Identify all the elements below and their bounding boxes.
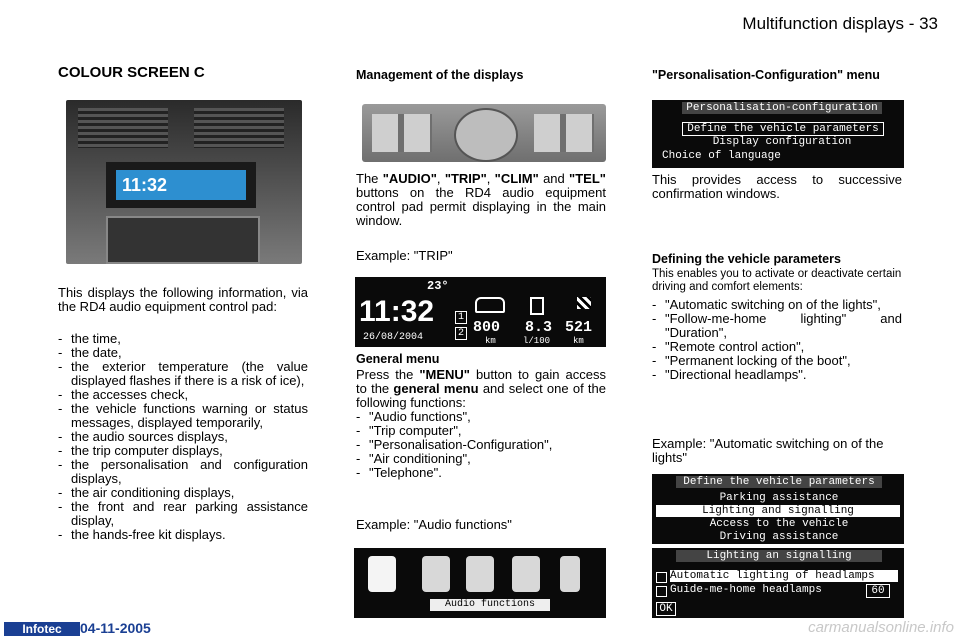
management-heading: Management of the displays	[356, 68, 524, 82]
section-title: COLOUR SCREEN C	[58, 64, 205, 81]
general-menu-heading: General menu	[356, 352, 440, 366]
settings-icon	[466, 556, 494, 592]
list-item: - the vehicle functions warning or status messages, displayed temporarily,	[58, 402, 308, 430]
duration-value: 60	[866, 584, 890, 598]
climate-icon	[512, 556, 540, 592]
list-item: - "Telephone".	[356, 466, 606, 480]
list-item: - the exterior temperature (the value displayed flashes if there is a risk of ice),	[58, 360, 308, 388]
rd4-control-pad-photo	[362, 104, 606, 162]
personalisation-screen	[652, 100, 904, 168]
screen-row: Choice of language	[662, 150, 781, 162]
trip-screen	[355, 277, 606, 347]
list-item: - "Audio functions",	[356, 410, 606, 424]
pad-buttons-right	[534, 114, 594, 152]
screen-row: Parking assistance	[719, 492, 839, 504]
photo-lcd: 11:32	[116, 170, 246, 200]
list-item: - the air conditioning displays,	[58, 486, 308, 500]
screen-bezel	[106, 162, 256, 208]
vehicle-parameters-screen	[652, 474, 904, 544]
general-menu-list	[356, 410, 606, 480]
car-icon	[475, 297, 505, 313]
infotec-badge: Infotec	[4, 622, 80, 636]
screen-row-selected: Define the vehicle parameters	[682, 122, 884, 136]
navigation-dial-icon	[454, 108, 518, 162]
list-item: - "Air conditioning",	[356, 452, 606, 466]
phone-icon	[560, 556, 580, 592]
list-item: - the accesses check,	[58, 388, 308, 402]
screen-row: Driving assistance	[719, 531, 839, 543]
screen-title: Personalisation-configuration	[682, 102, 882, 114]
temp-readout: 23°	[427, 279, 449, 293]
vent-left	[78, 108, 168, 148]
list-item: - "Remote control action",	[652, 340, 902, 354]
personalisation-description: This provides access to successive confirmation windows.	[652, 172, 902, 201]
personalisation-heading: "Personalisation-Configuration" menu	[652, 68, 880, 82]
defining-list	[652, 298, 902, 382]
example-audio-label: Example: "Audio functions"	[356, 517, 512, 532]
vent-right	[194, 108, 284, 148]
list-item: - "Follow-me-home lighting" and "Duration",	[652, 312, 902, 340]
trip-indicator-2: 2	[455, 327, 467, 340]
trip-value-3: 521	[565, 319, 593, 336]
date-readout: 26/08/2004	[363, 332, 424, 343]
storage-box	[106, 216, 260, 264]
fuel-icon	[530, 297, 544, 315]
left-feature-list	[58, 332, 308, 542]
trip-unit-3: km	[573, 336, 584, 346]
defining-heading: Defining the vehicle parameters	[652, 252, 841, 266]
screen-row: Access to the vehicle	[709, 518, 849, 530]
list-item: - the personalisation and configuration displays,	[58, 458, 308, 486]
defining-intro: This enables you to activate or deactivate certain driving and comfort elements:	[652, 268, 902, 293]
list-item: - "Directional headlamps".	[652, 368, 902, 382]
flag-icon	[577, 297, 591, 309]
screen-row-selected: Automatic lighting of headlamps	[670, 570, 898, 582]
screen-row-selected: Lighting and signalling	[656, 505, 900, 517]
list-item: - the hands-free kit displays.	[58, 528, 308, 542]
trip-unit-1: km	[485, 336, 496, 346]
checkbox-icon	[656, 586, 667, 597]
screen-row: Guide-me-home headlamps	[670, 584, 822, 596]
list-item: - "Automatic switching on of the lights",	[652, 298, 902, 312]
screen-row: Display configuration	[712, 136, 852, 148]
footer-date: 04-11-2005	[80, 620, 151, 636]
audio-icon	[368, 556, 396, 592]
general-menu-paragraph: Press the "MENU" button to gain access to the general menu and select one of the following functions:	[356, 367, 607, 410]
screen-title: Lighting an signalling	[676, 550, 882, 562]
list-item: - "Permanent locking of the boot",	[652, 354, 902, 368]
list-item: - "Trip computer",	[356, 424, 606, 438]
pad-buttons-left	[372, 114, 432, 152]
trip-value-1: 800	[473, 319, 501, 336]
page-header: Multifunction displays - 33	[742, 14, 938, 33]
audio-functions-label: Audio functions	[430, 599, 550, 611]
list-item: - the audio sources displays,	[58, 430, 308, 444]
example-auto-label: Example: "Automatic switching on of the lights"	[652, 436, 884, 465]
list-item: - the front and rear parking assistance display,	[58, 500, 308, 528]
list-item: - "Personalisation-Configuration",	[356, 438, 606, 452]
trip-unit-2: l/100	[523, 336, 551, 346]
dashboard-photo	[66, 100, 302, 264]
left-intro: This displays the following information, via the RD4 audio equipment control pad:	[58, 285, 308, 314]
lighting-screen	[652, 548, 904, 618]
example-trip-label: Example: "TRIP"	[356, 248, 453, 263]
trip-value-2: 8.3	[525, 319, 553, 336]
checkbox-icon	[656, 572, 667, 583]
audio-screen	[354, 548, 606, 618]
watermark: carmanualsonline.info	[808, 619, 954, 636]
list-item: - the time,	[58, 332, 308, 346]
fuel-pump-icon	[422, 556, 450, 592]
ok-button: OK	[656, 602, 676, 616]
list-item: - the date,	[58, 346, 308, 360]
screen-title: Define the vehicle parameters	[676, 476, 882, 488]
management-paragraph: The "AUDIO", "TRIP", "CLIM" and "TEL" buttons on the RD4 audio equipment control pad permit displaying in the main window.	[356, 171, 606, 228]
list-item: - the trip computer displays,	[58, 444, 308, 458]
trip-indicator-1: 1	[455, 311, 467, 324]
time-readout: 11:32	[359, 295, 435, 328]
